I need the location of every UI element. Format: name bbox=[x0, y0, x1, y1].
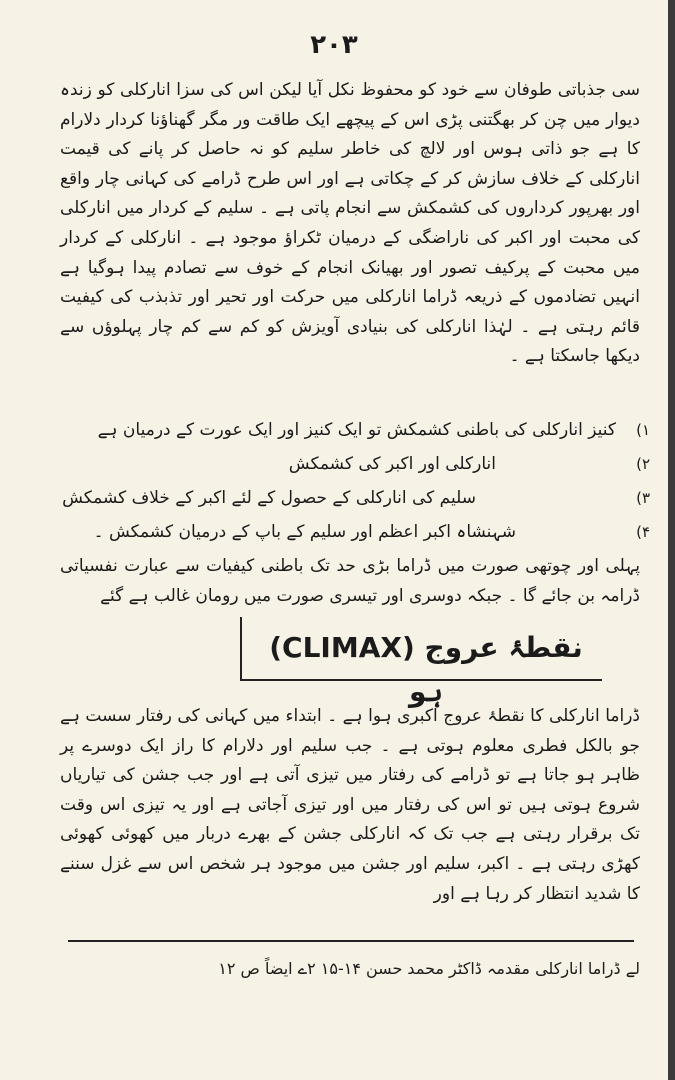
conflict-list bbox=[60, 413, 650, 549]
list-item-number: ۴) bbox=[636, 523, 650, 541]
footnote: لے ڈراما انارکلی مقدمہ ڈاکٹر محمد حسن ۱۴-۱۵ ۲ے ایضاً ص ۱۲ bbox=[218, 959, 640, 978]
paragraph-intro: سی جذباتی طوفان سے خود کو محفوظ نکل آیا لیکن اس کی سزا انارکلی کو زندہ دیوار میں چن کر بھگتنی پڑی اس کے پیچھے ایک طاقت ور مگر گھناؤنا کردار دلارام کا ہے جو ذاتی ہوس اور لالچ کی خاطر سلیم کو نہ حاصل کر پانے کی قیمت انارکلی کے خلاف سازش کر کے چکاتی ہے اور اس طرح ڈرامے کی کہانی چار واقع اور بھرپور کرداروں کی کشمکش سے انجام پاتی ہے ۔ سلیم کے کردار میں انارکلی کی محبت اور اکبر کی ناراضگی کے درمیان ٹکراؤ موجود ہے ۔ انارکلی کے کردار میں محبت کے پرکیف تصور اور بھیانک انجام کے خوف سے تصادم پیدا ہوگیا ہے انہیں تضادموں کے ذریعہ ڈراما انارکلی میں حرکت اور تحیر اور تذبذب کی کیفیت قائم رہتی ہے ۔ لہٰذا انارکلی کی بنیادی آویزش کو کم سے کم چار پہلوؤں سے دیکھا جاسکتا ہے ۔ bbox=[60, 80, 640, 367]
list-item-number: ۲) bbox=[636, 455, 650, 473]
list-item-text: انارکلی اور اکبر کی کشمکش bbox=[288, 454, 496, 474]
list-item-number: ۳) bbox=[636, 489, 650, 507]
list-item bbox=[60, 515, 650, 549]
list-item bbox=[60, 413, 650, 447]
section-heading: نقطۂ عروج (CLIMAX) ہو bbox=[269, 631, 583, 708]
page-number: ۲۰۳ bbox=[310, 30, 358, 60]
paragraph-climax: ڈراما انارکلی کا نقطۂ عروج اکبری ہوا ہے ۔ ابتداء میں کہانی کی رفتار سست ہے جو بالکل فطری معلوم ہوتی ہے ۔ جب سلیم اور دلارام کا راز ایک دوسرے پر ظاہر ہو جاتا ہے تو ڈرامے کی رفتار میں تیزی آتی ہے اور جب جشن کی تیاریاں شروع ہوتی ہیں تو اس کی رفتار میں اور تیزی آجاتی ہے اور یہ تیزی اس وقت تک برقرار رہتی ہے جب تک کہ انارکلی جشن کے بھرے دربار میں کھوئی کھوئی کھڑی رہتی ہے ۔ اکبر، سلیم اور جشن میں موجود ہر شخص اس سے غزل سننے کا شدید انتظار کر رہا ہے اور bbox=[60, 706, 640, 904]
list-item-text: شہنشاہ اکبر اعظم اور سلیم کے باپ کے درمیان کشمکش ۔ bbox=[93, 522, 516, 542]
list-item-text: کنیز انارکلی کی باطنی کشمکش تو ایک کنیز اور ایک عورت کے درمیان ہے bbox=[97, 420, 616, 440]
list-item bbox=[60, 447, 650, 481]
footnote-divider bbox=[68, 940, 634, 942]
list-item-number: ۱) bbox=[636, 421, 650, 439]
paragraph-conclusion: پہلی اور چوتھی صورت میں ڈراما بڑی حد تک باطنی کیفیات سے عبارت نفسیاتی ڈرامہ بن جائے گا ۔ جبکہ دوسری اور تیسری صورت میں رومان غالب ہے گئے bbox=[60, 556, 640, 606]
list-item-text: سلیم کی انارکلی کے حصول کے لئے اکبر کے خلاف کشمکش bbox=[62, 488, 476, 508]
list-item bbox=[60, 481, 650, 515]
